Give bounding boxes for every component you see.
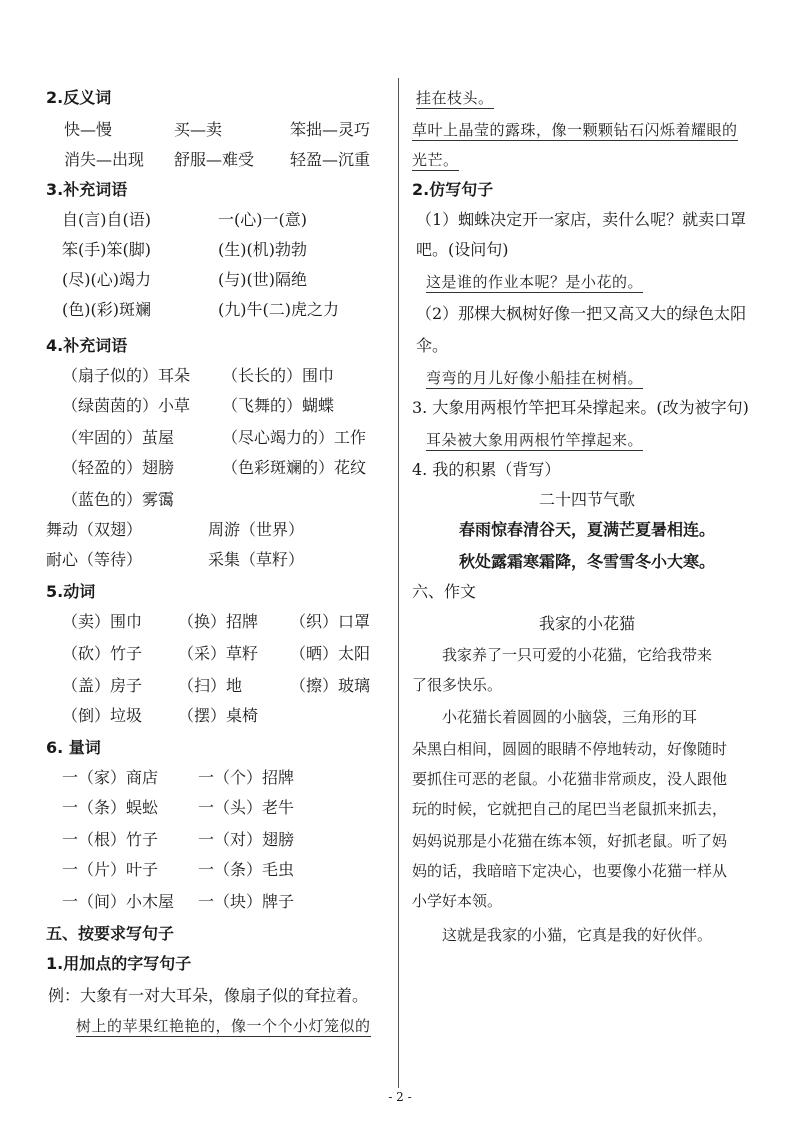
phrase: （绿茵茵的）小草 xyxy=(62,396,191,415)
page-number: - 2 - xyxy=(388,1090,412,1104)
section-verbs-title: 5.动词 xyxy=(46,582,96,601)
antonym: 快—慢 xyxy=(64,120,113,139)
antonym: 轻盈—沉重 xyxy=(290,150,371,169)
phrase: （飞舞的）蝴蝶 xyxy=(222,396,335,415)
essay-line: 朵黑白相间，圆圆的眼睛不停地转动，好像随时 xyxy=(412,740,728,758)
question-text: （1）蜘蛛决定开一家店，卖什么呢？就卖口罩 xyxy=(416,210,747,229)
handwritten-answer: 光芒。 xyxy=(412,151,459,169)
phrase: （轻盈的）翅膀 xyxy=(62,458,175,477)
poem-line: 秋处露霜寒霜降，冬雪雪冬小大寒。 xyxy=(458,552,715,571)
question-text: 4. 我的积累（背写） xyxy=(412,460,561,479)
handwritten-answer: 草叶上晶莹的露珠，像一颗颗钻石闪烁着耀眼的 xyxy=(412,121,738,139)
phrase: 自(言)自(语) xyxy=(62,210,151,229)
phrase: 周游（世界） xyxy=(208,520,305,539)
question-text: （2）那棵大枫树好像一把又高又大的绿色太阳 xyxy=(416,304,747,323)
handwritten-answer: 挂在枝头。 xyxy=(416,89,494,107)
phrase: (九)牛(二)虎之力 xyxy=(218,300,339,319)
section-antonyms-title: 2.反义词 xyxy=(46,88,112,107)
essay-line: 这就是我家的小猫，它真是我的好伙伴。 xyxy=(442,926,713,944)
essay-line: 妈妈说那是小花猫在练本领，好抓老鼠。听了妈 xyxy=(412,832,728,850)
section-measure-title: 6. 量词 xyxy=(46,738,101,757)
antonym: 舒服—难受 xyxy=(174,150,255,169)
measure-phrase: 一（对）翅膀 xyxy=(198,830,295,849)
verb-phrase: （换）招牌 xyxy=(178,612,259,631)
verb-phrase: （盖）房子 xyxy=(62,676,143,695)
phrase: 笨(手)笨(脚) xyxy=(62,240,151,259)
essay-line: 妈的话，我暗暗下定决心，也要像小花猫一样从 xyxy=(412,862,728,880)
measure-phrase: 一（间）小木屋 xyxy=(62,892,175,911)
essay-title: 我家的小花猫 xyxy=(538,614,635,633)
question-2-title: 2.仿写句子 xyxy=(412,180,494,199)
phrase: 一(心)一(意) xyxy=(218,210,307,229)
essay-line: 了很多快乐。 xyxy=(412,676,503,694)
section-supplement-title: 3.补充词语 xyxy=(46,180,128,199)
phrase: (生)(机)勃勃 xyxy=(218,240,307,259)
verb-phrase: （砍）竹子 xyxy=(62,644,143,663)
essay-line: 小学好本领。 xyxy=(412,892,503,910)
measure-phrase: 一（根）竹子 xyxy=(62,830,159,849)
question-text: 伞。 xyxy=(416,336,449,355)
example-sentence: 例：大象有一对大耳朵，像扇子似的耷拉着。 xyxy=(48,986,369,1005)
verb-phrase: （晒）太阳 xyxy=(290,644,371,663)
handwritten-answer: 这是谁的作业本呢？是小花的。 xyxy=(426,273,644,291)
poem-title: 二十四节气歌 xyxy=(538,490,635,509)
verb-phrase: （倒）垃圾 xyxy=(62,706,143,725)
column-divider xyxy=(398,78,399,1088)
verb-phrase: （扫）地 xyxy=(178,676,243,695)
essay-line: 小花猫长着圆圆的小脑袋，三角形的耳 xyxy=(442,708,698,726)
phrase: （色彩斑斓的）花纹 xyxy=(222,458,367,477)
question-text: 吧。(设问句) xyxy=(416,240,509,259)
measure-phrase: 一（块）牌子 xyxy=(198,892,295,911)
phrase: （扇子似的）耳朵 xyxy=(62,366,191,385)
verb-phrase: （织）口罩 xyxy=(290,612,371,631)
measure-phrase: 一（家）商店 xyxy=(62,768,159,787)
phrase: 采集（草籽） xyxy=(208,550,305,569)
measure-phrase: 一（个）招牌 xyxy=(198,768,295,787)
poem-line: 春雨惊春清谷天，夏满芒夏暑相连。 xyxy=(458,520,715,539)
handwritten-answer: 耳朵被大象用两根竹竿撑起来。 xyxy=(426,431,644,449)
phrase: （蓝色的）雾霭 xyxy=(62,490,175,509)
section-six-title: 六、作文 xyxy=(412,582,477,601)
phrase: （长长的）围巾 xyxy=(222,366,335,385)
question-1-title: 1.用加点的字写句子 xyxy=(46,954,192,973)
measure-phrase: 一（头）老牛 xyxy=(198,798,295,817)
phrase: (色)(彩)斑斓 xyxy=(62,300,151,319)
question-text: 3. 大象用两根竹竿把耳朵撑起来。(改为被字句) xyxy=(412,398,749,417)
section-five-title: 五、按要求写句子 xyxy=(46,924,175,943)
phrase: （尽心竭力的）工作 xyxy=(222,428,367,447)
measure-phrase: 一（条）毛虫 xyxy=(198,860,295,879)
phrase: （牢固的）茧屋 xyxy=(62,428,175,447)
verb-phrase: （擦）玻璃 xyxy=(290,676,371,695)
phrase: (尽)(心)竭力 xyxy=(62,270,151,289)
handwritten-answer: 树上的苹果红艳艳的，像一个个小灯笼似的 xyxy=(76,1017,371,1035)
verb-phrase: （卖）围巾 xyxy=(62,612,143,631)
essay-line: 要抓住可恶的老鼠。小花猫非常顽皮，没人跟他 xyxy=(412,770,728,788)
essay-line: 我家养了一只可爱的小花猫，它给我带来 xyxy=(442,646,713,664)
phrase: 舞动（双翅） xyxy=(46,520,143,539)
verb-phrase: （摆）桌椅 xyxy=(178,706,259,725)
measure-phrase: 一（条）蜈蚣 xyxy=(62,798,159,817)
phrase: (与)(世)隔绝 xyxy=(218,270,307,289)
essay-line: 玩的时候，它就把自己的尾巴当老鼠抓来抓去， xyxy=(412,800,728,818)
handwritten-answer: 弯弯的月儿好像小船挂在树梢。 xyxy=(426,369,644,387)
antonym: 买—卖 xyxy=(174,120,223,139)
antonym: 消失—出现 xyxy=(64,150,145,169)
measure-phrase: 一（片）叶子 xyxy=(62,860,159,879)
section-supplement2-title: 4.补充词语 xyxy=(46,336,128,355)
verb-phrase: （采）草籽 xyxy=(178,644,259,663)
phrase: 耐心（等待） xyxy=(46,550,143,569)
antonym: 笨拙—灵巧 xyxy=(290,120,371,139)
